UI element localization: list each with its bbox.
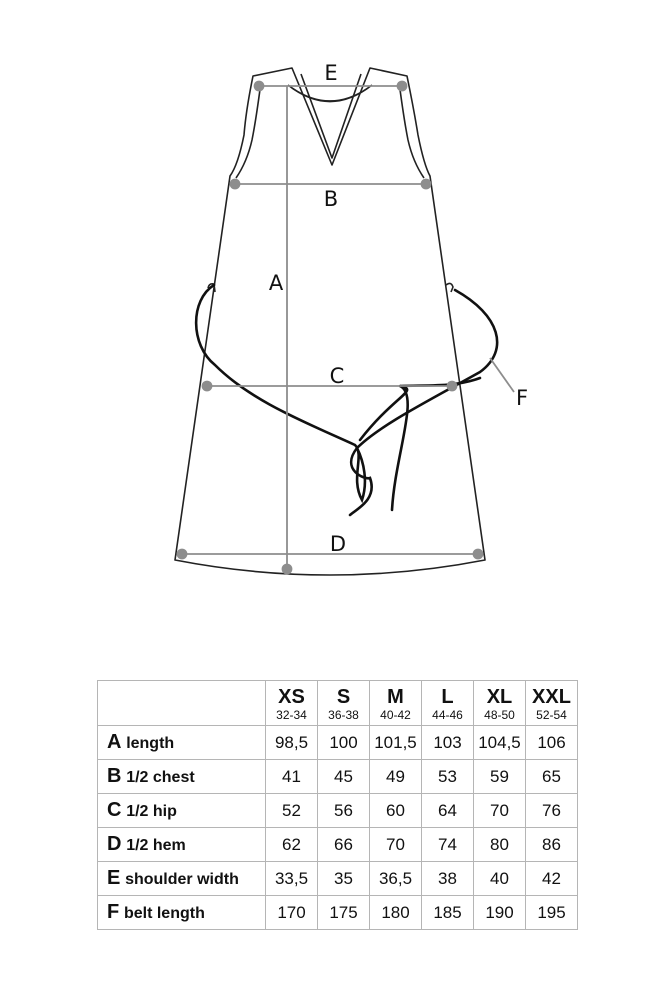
measurement-label: [98, 862, 266, 896]
size-range: 32-34: [276, 708, 307, 722]
table-cell: 62: [266, 828, 318, 862]
table-cell: 103: [422, 726, 474, 760]
measure-point: [203, 382, 212, 391]
table-cell: 59: [474, 760, 526, 794]
label-d: D: [329, 532, 347, 556]
size-name: M: [387, 686, 404, 708]
measure-point: [422, 180, 431, 189]
measurement-letter: A: [107, 731, 122, 753]
measurement-name: 1/2 chest: [126, 769, 195, 786]
table-cell: 70: [370, 828, 422, 862]
label-f: F: [515, 386, 529, 410]
table-row: [98, 896, 578, 930]
measurement-label: [98, 896, 266, 930]
label-e: E: [324, 61, 338, 85]
measurement-letter: D: [107, 833, 122, 855]
measurement-name: belt length: [123, 905, 205, 922]
size-chart-table: [97, 680, 578, 930]
measure-point: [398, 82, 407, 91]
table-cell: 180: [370, 896, 422, 930]
back-neck-seam-2: [292, 88, 368, 101]
table-row: [98, 862, 578, 896]
size-range: 48-50: [484, 708, 515, 722]
belt-loose-end: [360, 386, 408, 510]
leader-line-f: [490, 358, 514, 392]
table-cell: 104,5: [474, 726, 526, 760]
table-row: [98, 794, 578, 828]
size-name: L: [441, 686, 454, 708]
measurement-label: [98, 726, 266, 760]
table-cell: 80: [474, 828, 526, 862]
table-cell: 40: [474, 862, 526, 896]
measurement-name: 1/2 hem: [126, 837, 186, 854]
size-range: 40-42: [380, 708, 411, 722]
table-cell: 76: [526, 794, 578, 828]
measure-point: [255, 82, 264, 91]
table-cell: 64: [422, 794, 474, 828]
measurement-letter: C: [107, 799, 122, 821]
table-cell: 38: [422, 862, 474, 896]
label-b: B: [323, 187, 339, 211]
table-cell: 52: [266, 794, 318, 828]
measurement-name: length: [126, 735, 175, 752]
belt: [196, 285, 497, 500]
label-a: A: [268, 271, 284, 295]
dress-outline: [175, 68, 485, 575]
table-cell: 56: [318, 794, 370, 828]
size-header: [474, 681, 526, 726]
measurement-label: [98, 828, 266, 862]
table-cell: 195: [526, 896, 578, 930]
measure-point: [448, 382, 457, 391]
size-range: 36-38: [328, 708, 359, 722]
size-header: [370, 681, 422, 726]
table-cell: 45: [318, 760, 370, 794]
table-cell: 66: [318, 828, 370, 862]
size-header: [422, 681, 474, 726]
measurement-label: [98, 760, 266, 794]
measurement-name: shoulder width: [125, 871, 239, 888]
table-cell: 35: [318, 862, 370, 896]
table-cell: 86: [526, 828, 578, 862]
measurement-name: 1/2 hip: [126, 803, 177, 820]
table-cell: 175: [318, 896, 370, 930]
table-cell: 170: [266, 896, 318, 930]
table-cell: 53: [422, 760, 474, 794]
size-header: [266, 681, 318, 726]
measure-point: [283, 565, 292, 574]
table-cell: 74: [422, 828, 474, 862]
table-cell: 185: [422, 896, 474, 930]
size-name: XS: [278, 686, 305, 708]
table-cell: 106: [526, 726, 578, 760]
table-cell: 36,5: [370, 862, 422, 896]
table-cell: 41: [266, 760, 318, 794]
table-row: [98, 726, 578, 760]
label-c: C: [329, 364, 345, 388]
measurement-label: [98, 794, 266, 828]
table-cell: 70: [474, 794, 526, 828]
size-name: XL: [486, 686, 513, 708]
measure-point: [231, 180, 240, 189]
table-cell: 33,5: [266, 862, 318, 896]
size-name: S: [336, 686, 351, 708]
table-corner-cell: [98, 681, 266, 726]
measurement-letter: E: [107, 867, 121, 889]
size-range: 44-46: [432, 708, 463, 722]
table-cell: 98,5: [266, 726, 318, 760]
table-row: [98, 760, 578, 794]
table-cell: 101,5: [370, 726, 422, 760]
size-header: [526, 681, 578, 726]
table-cell: 42: [526, 862, 578, 896]
table-cell: 49: [370, 760, 422, 794]
table-cell: 100: [318, 726, 370, 760]
table-row: [98, 828, 578, 862]
table-cell: 60: [370, 794, 422, 828]
table-cell: 190: [474, 896, 526, 930]
size-range: 52-54: [536, 708, 567, 722]
measure-point: [178, 550, 187, 559]
table-header-row: [98, 681, 578, 726]
size-name: XXL: [532, 686, 571, 708]
measurement-letter: B: [107, 765, 122, 787]
measurement-letter: F: [107, 901, 120, 923]
measure-point: [474, 550, 483, 559]
size-header: [318, 681, 370, 726]
table-cell: 65: [526, 760, 578, 794]
